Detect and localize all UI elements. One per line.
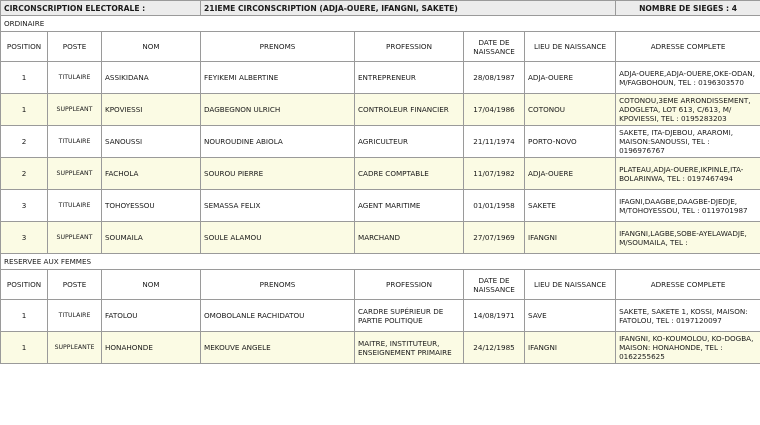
cell-prenoms: OMOBOLANLE RACHIDATOU [201,300,355,332]
cell-poste: SUPPLEANTE [48,332,102,364]
cell-prenoms: NOUROUDINE ABIOLA [201,126,355,158]
cell-position: 1 [1,332,48,364]
cell-prenoms: MEKOUVE ANGELE [201,332,355,364]
cell-date: 01/01/1958 [464,190,525,222]
cell-nom: SOUMAILA [102,222,201,254]
cell-lieu: PORTO-NOVO [525,126,616,158]
cell-position: 1 [1,94,48,126]
column-header-row [1,270,760,300]
cell-date: 28/08/1987 [464,62,525,94]
cell-nom: FATOLOU [102,300,201,332]
col-prenoms: PRENOMS [201,270,355,300]
circonscription-label: CIRCONSCRIPTION ELECTORALE : [1,1,201,16]
cell-poste: TITULAIRE [48,126,102,158]
cell-date: 14/08/1971 [464,300,525,332]
cell-profession: CONTROLEUR FINANCIER [355,94,464,126]
cell-position: 1 [1,300,48,332]
seats-count: NOMBRE DE SIEGES : 4 [616,1,760,16]
cell-adresse: IFANGNI,LAGBE,SOBE-AYELAWADJE, M/SOUMAILA, TEL : [616,222,760,254]
cell-lieu: ADJA-OUERE [525,62,616,94]
cell-position: 3 [1,190,48,222]
cell-nom: FACHOLA [102,158,201,190]
cell-profession: AGENT MARITIME [355,190,464,222]
cell-poste: TITULAIRE [48,62,102,94]
cell-adresse: IFAGNI,DAAGBE,DAAGBE-DJEDJE, M/TOHOYESSOU, TEL : 0119701987 [616,190,760,222]
cell-nom: TOHOYESSOU [102,190,201,222]
cell-profession: MARCHAND [355,222,464,254]
circonscription-value: 21IEME CIRCONSCRIPTION (ADJA-OUERE, IFANGNI, SAKETE) [201,1,616,16]
cell-lieu: SAKETE [525,190,616,222]
cell-nom: SANOUSSI [102,126,201,158]
col-lieu: LIEU DE NAISSANCE [525,270,616,300]
cell-date: 24/12/1985 [464,332,525,364]
col-profession: PROFESSION [355,32,464,62]
cell-date: 21/11/1974 [464,126,525,158]
col-position: POSITION [1,32,48,62]
col-date: DATE DE NAISSANCE [464,32,525,62]
table-row [1,94,760,126]
cell-position: 1 [1,62,48,94]
cell-prenoms: SOUROU PIERRE [201,158,355,190]
table-row [1,126,760,158]
col-lieu: LIEU DE NAISSANCE [525,32,616,62]
cell-lieu: IFANGNI [525,332,616,364]
cell-prenoms: SEMASSA FELIX [201,190,355,222]
col-profession: PROFESSION [355,270,464,300]
cell-lieu: SAVE [525,300,616,332]
cell-poste: SUPPLEANT [48,222,102,254]
cell-lieu: COTONOU [525,94,616,126]
col-prenoms: PRENOMS [201,32,355,62]
table-row [1,158,760,190]
cell-lieu: ADJA-OUERE [525,158,616,190]
cell-adresse: SAKETE, SAKETE 1, KOSSI, MAISON: FATOLOU, TEL : 0197120097 [616,300,760,332]
cell-profession: MAITRE, INSTITUTEUR, ENSEIGNEMENT PRIMAIRE [355,332,464,364]
cell-poste: SUPPLEANT [48,94,102,126]
cell-adresse: IFANGNI, KO-KOUMOLOU, KO-DOGBA, MAISON: HONAHONDE, TEL : 0162255625 [616,332,760,364]
cell-prenoms: SOULE ALAMOU [201,222,355,254]
col-nom: NOM [102,270,201,300]
table-row [1,62,760,94]
cell-poste: SUPPLEANT [48,158,102,190]
cell-position: 3 [1,222,48,254]
col-poste: POSTE [48,32,102,62]
table-row [1,332,760,364]
cell-profession: ENTREPRENEUR [355,62,464,94]
cell-adresse: COTONOU,3EME ARRONDISSEMENT, ADOGLETA, LOT 613, C/613, M/ KPOVIESSI, TEL : 0195283203 [616,94,760,126]
col-poste: POSTE [48,270,102,300]
col-nom: NOM [102,32,201,62]
column-header-row [1,32,760,62]
col-adresse: ADRESSE COMPLETE [616,270,760,300]
cell-profession: AGRICULTEUR [355,126,464,158]
cell-prenoms: FEYIKEMI ALBERTINE [201,62,355,94]
table-row [1,190,760,222]
cell-nom: KPOVIESSI [102,94,201,126]
section-title-femmes: RESERVEE AUX FEMMES [1,254,760,270]
table-row [1,222,760,254]
header-row [1,1,760,16]
cell-nom: HONAHONDE [102,332,201,364]
cell-date: 27/07/1969 [464,222,525,254]
cell-poste: TITULAIRE [48,190,102,222]
cell-adresse: PLATEAU,ADJA-OUERE,IKPINLE,ITA-BOLARINWA, TEL : 0197467494 [616,158,760,190]
col-adresse: ADRESSE COMPLETE [616,32,760,62]
cell-adresse: ADJA-OUERE,ADJA-OUERE,OKE-ODAN, M/FAGBOHOUN, TEL : 0196303570 [616,62,760,94]
cell-profession: CADRE COMPTABLE [355,158,464,190]
section-title-ordinaire: ORDINAIRE [1,16,760,32]
cell-date: 11/07/1982 [464,158,525,190]
cell-nom: ASSIKIDANA [102,62,201,94]
cell-adresse: SAKETE, ITA-DJEBOU, ARAROMI, MAISON:SANOUSSI, TEL : 0196976767 [616,126,760,158]
cell-profession: CARDRE SUPÉRIEUR DE PARTIE POLITIQUE [355,300,464,332]
col-position: POSITION [1,270,48,300]
cell-date: 17/04/1986 [464,94,525,126]
table-row [1,300,760,332]
cell-position: 2 [1,158,48,190]
col-date: DATE DE NAISSANCE [464,270,525,300]
cell-poste: TITULAIRE [48,300,102,332]
cell-lieu: IFANGNI [525,222,616,254]
cell-position: 2 [1,126,48,158]
cell-prenoms: DAGBEGNON ULRICH [201,94,355,126]
